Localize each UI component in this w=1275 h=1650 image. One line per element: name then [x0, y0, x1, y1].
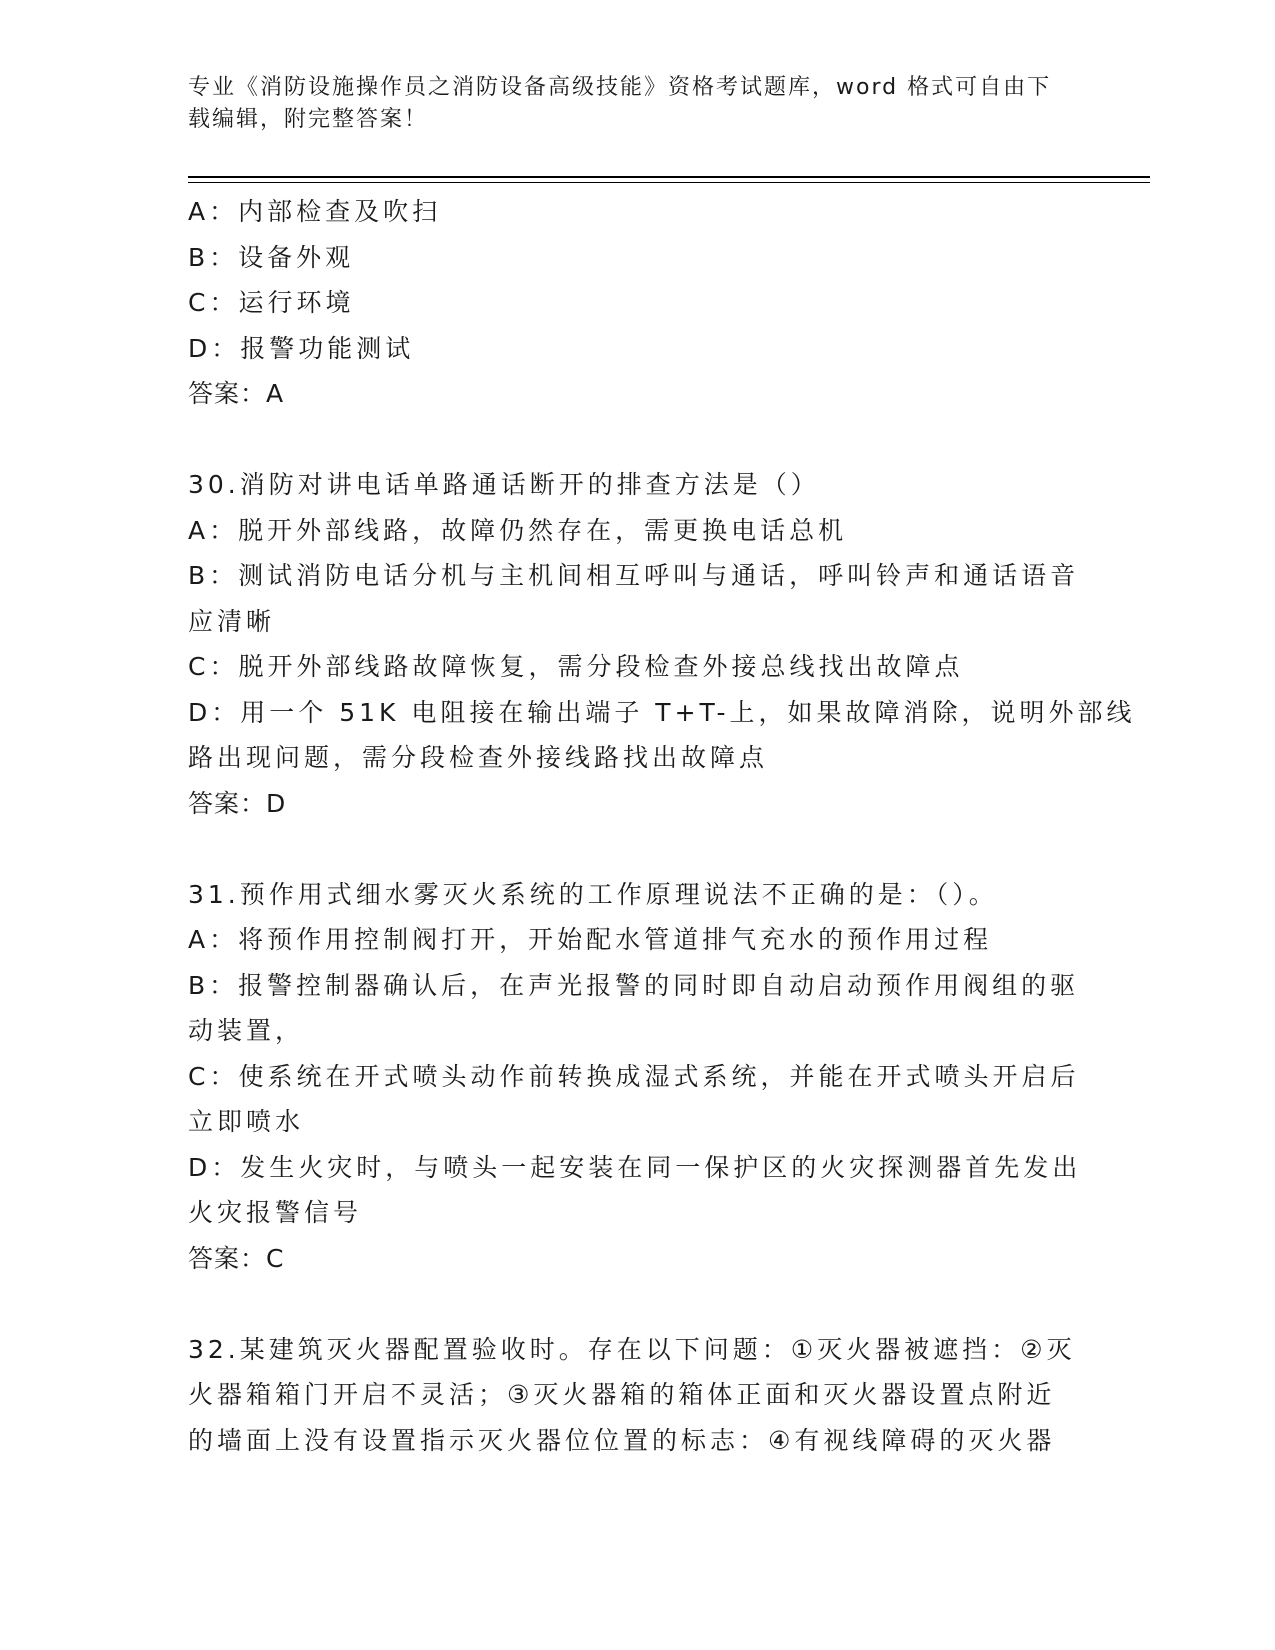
answer-line: 答案：C	[188, 1243, 285, 1273]
option-d: D：报警功能测试	[188, 333, 415, 363]
question-text: 32.某建筑灭火器配置验收时。存在以下问题：①灭火器被遮挡：②灭	[188, 1334, 1076, 1364]
question-30-block	[188, 462, 1136, 826]
question-29-block	[188, 189, 1078, 417]
spacer	[188, 417, 1078, 463]
answer-line: 答案：A	[188, 379, 285, 408]
spacer	[188, 1281, 1078, 1327]
option-c-continued: 立即喷水	[188, 1107, 305, 1136]
question-text-continued: 的墙面上没有设置指示灭火器位位置的标志：④有视线障碍的灭火器	[188, 1425, 1056, 1455]
option-b: B：设备外观	[188, 242, 355, 272]
option-b: B：测试消防电话分机与主机间相互呼叫与通话，呼叫铃声和通话语音	[188, 561, 1080, 590]
question-32-block	[188, 1327, 1078, 1464]
option-d: D：用一个 51K 电阻接在输出端子 T+T-上，如果故障消除，说明外部线	[188, 697, 1136, 727]
option-c: C：使系统在开式喷头动作前转换成湿式系统，并能在开式喷头开启后	[188, 1061, 1080, 1091]
option-a: A：脱开外部线路，故障仍然存在，需更换电话总机	[188, 515, 848, 545]
header-divider-thick	[188, 176, 1150, 178]
header-line-2: 载编辑，附完整答案！	[188, 107, 429, 132]
header-line-1: 专业《消防设施操作员之消防设备高级技能》资格考试题库，word 格式可自由下	[188, 75, 1052, 100]
option-c: C：脱开外部线路故障恢复，需分段检查外接总线找出故障点	[188, 652, 964, 681]
option-a: A：内部检查及吹扫	[188, 197, 442, 226]
option-d: D：发生火灾时，与喷头一起安装在同一保护区的火灾探测器首先发出	[188, 1152, 1082, 1182]
answer-line: 答案：D	[188, 788, 287, 818]
option-d-continued: 路出现问题，需分段检查外接线路找出故障点	[188, 743, 769, 772]
document-header	[188, 72, 1068, 136]
option-b: B：报警控制器确认后，在声光报警的同时即自动启动预作用阀组的驱	[188, 970, 1080, 1000]
question-text: 31.预作用式细水雾灭火系统的工作原理说法不正确的是：（）。	[188, 879, 998, 909]
question-content	[188, 189, 1136, 1463]
question-31-block	[188, 872, 1082, 1282]
option-b-continued: 动装置，	[188, 1016, 305, 1045]
question-text-continued: 火器箱箱门开启不灵活；③灭火器箱的箱体正面和灭火器设置点附近	[188, 1380, 1056, 1409]
header-divider-thin	[188, 182, 1150, 183]
option-d-continued: 火灾报警信号	[188, 1198, 363, 1227]
option-c: C：运行环境	[188, 288, 355, 317]
option-a: A：将预作用控制阀打开，开始配水管道排气充水的预作用过程	[188, 925, 993, 954]
spacer	[188, 826, 1078, 872]
option-b-continued: 应清晰	[188, 606, 276, 636]
question-text: 30.消防对讲电话单路通话断开的排查方法是（）	[188, 470, 820, 499]
